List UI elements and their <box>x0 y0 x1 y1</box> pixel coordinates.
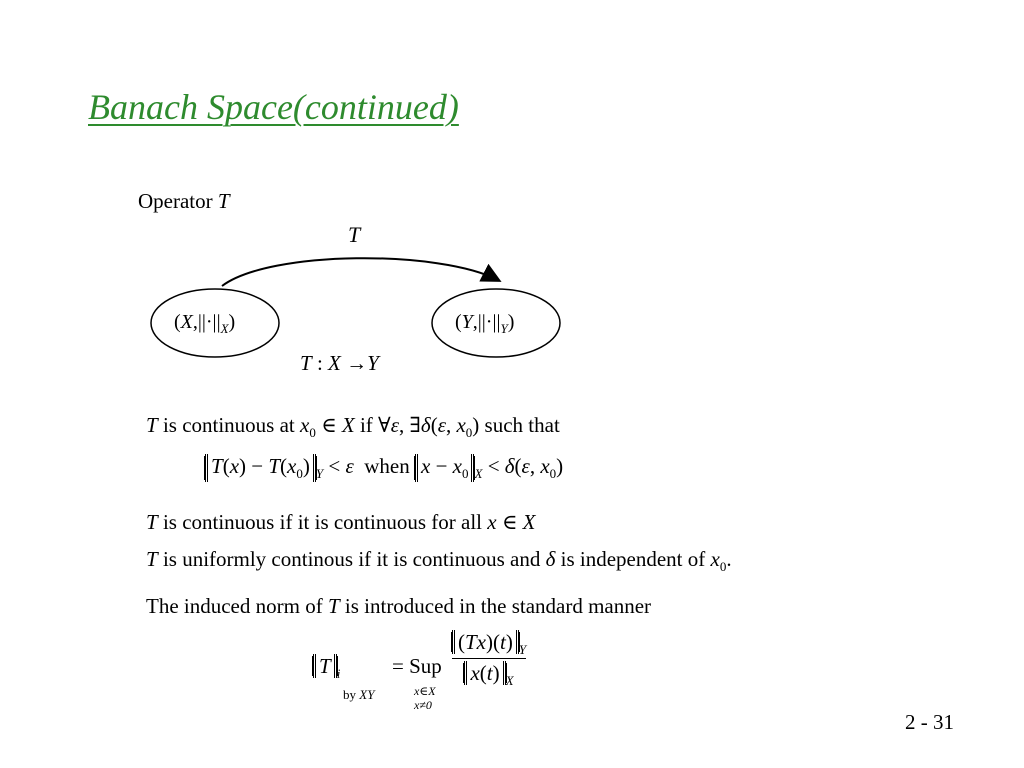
induced-norm-intro: The induced norm of T is introduced in the standard manner <box>146 594 652 618</box>
codomain-space: $(Y,||\cdot||_Y)$ <box>455 311 515 336</box>
operator-heading <box>138 191 230 212</box>
mapping-arrow <box>222 258 498 286</box>
sup-condition: x∈X x≠0 <box>414 684 436 713</box>
page-number: 2 - 31 <box>905 710 954 734</box>
continuity-condition: $T(x) - T(x_0) _Y < \varepsilon$ when $x - x_0$ $_X$ < δ(ε, $x_0$) <box>205 454 563 482</box>
uniform-continuity: T is uniformly continous if it is continuous and δ is independent of $x_0$. <box>146 547 732 574</box>
domain-space: $(X,||\cdot||_X)$ <box>174 311 236 336</box>
continuity-global: T is continuous if it is continuous for all x ∈ X <box>146 510 536 534</box>
induced-norm-fraction: $\frac{(Tx)(t) _Y}{x(t) _X}$ <box>452 630 526 687</box>
arrow-label: T <box>348 222 361 247</box>
continuity-definition: T is continuous at $x_0$ ∈ X if ∀ε, ∃δ(ε, $x_0$) such that <box>146 413 560 440</box>
induced-norm-sup: = Sup <box>392 654 442 678</box>
operator-label: Operator <box>138 189 213 213</box>
operator-symbol: T <box>217 189 230 213</box>
induced-norm-by: by XY <box>343 687 375 702</box>
mapping-expression: T : X →Y <box>300 351 379 375</box>
induced-norm-lhs: T $_i$ <box>313 654 340 680</box>
slide-title: Banach Space(continued) <box>88 87 459 127</box>
